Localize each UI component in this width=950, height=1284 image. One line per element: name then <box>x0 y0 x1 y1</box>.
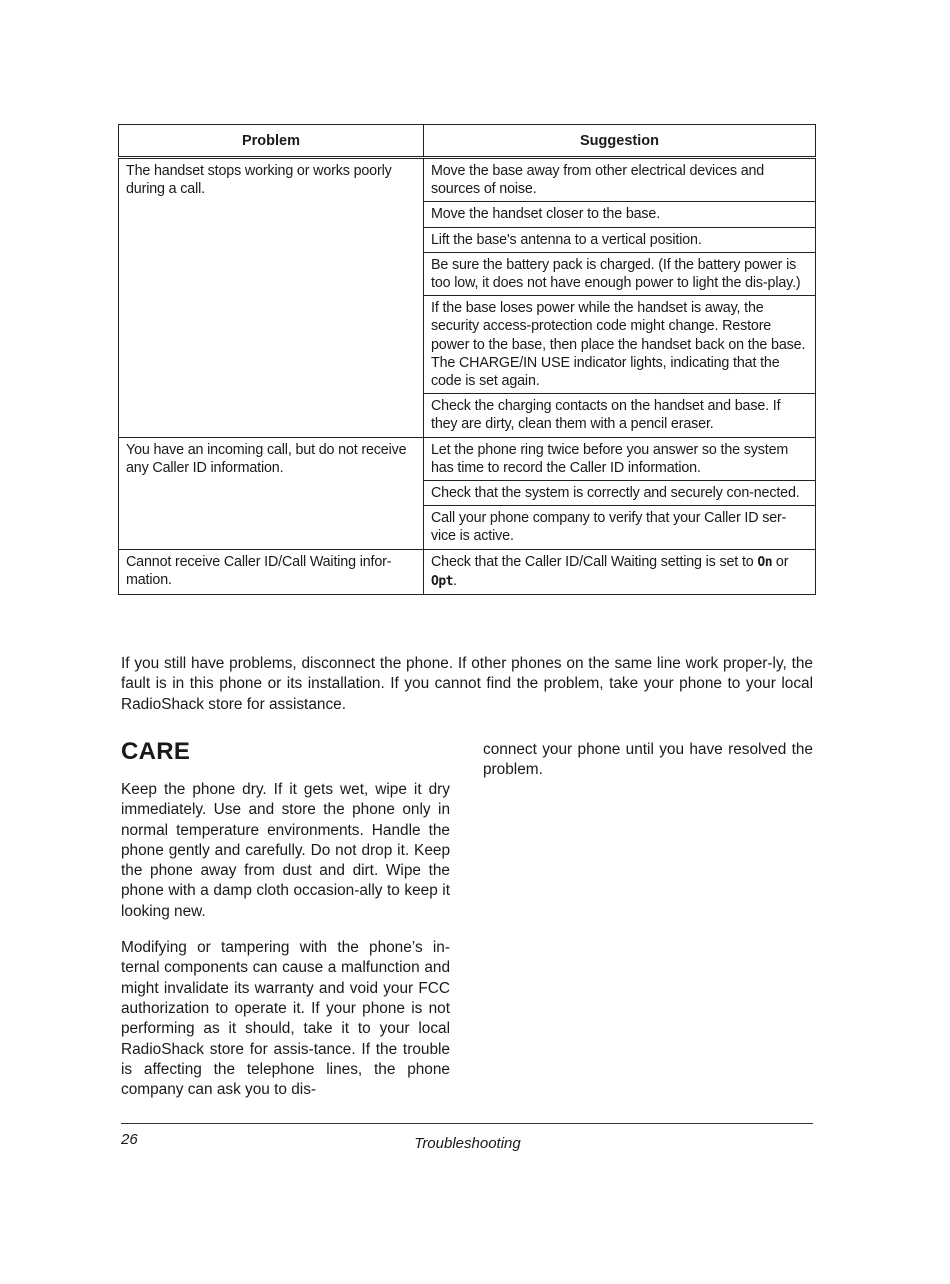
right-column <box>483 740 813 797</box>
care-paragraph-2: Modifying or tampering with the phone’s in-ternal components can cause a malfunction and might invalidate its warranty and void your FCC authorization to operate it. If your phone is not performing as it should, take it to your local RadioShack store for assis-tance. If the trouble is affecting the telephone lines, the phone company can ask you to dis- <box>121 939 450 1099</box>
suggestion-cell: Let the phone ring twice before you answer so the system has time to record the Caller ID information. <box>424 437 816 480</box>
suggestion-cell: Check the charging contacts on the handset and base. If they are dirty, clean them with a pencil eraser. <box>424 394 816 437</box>
table-row <box>119 437 816 480</box>
or-text: or <box>775 553 789 570</box>
page-number: 26 <box>121 1131 138 1148</box>
suggestion-text: Check that the Caller ID/Call Waiting setting is set to <box>431 553 754 570</box>
suggestion-cell: Check that the system is correctly and securely con-nected. <box>424 481 816 506</box>
suggestion-cell: Be sure the battery pack is charged. (If the battery power is too low, it does not have enough power to light the dis-play.) <box>424 252 816 295</box>
suggestion-end: . <box>452 572 457 589</box>
header-suggestion: Suggestion <box>424 125 816 158</box>
suggestion-cell: Move the handset closer to the base. <box>424 202 816 227</box>
problem-cell: The handset stops working or works poorly during a call. <box>119 158 424 438</box>
care-heading: CARE <box>121 738 191 765</box>
footer-rule <box>121 1123 813 1124</box>
suggestion-cell <box>424 549 816 594</box>
header-problem: Problem <box>119 125 424 158</box>
setting-opt-label: Opt <box>431 573 453 589</box>
problem-cell: Cannot receive Caller ID/Call Waiting infor-mation. <box>119 549 424 594</box>
problem-cell: You have an incoming call, but do not receive any Caller ID information. <box>119 437 424 549</box>
setting-on-label: On <box>757 554 773 570</box>
intro-paragraph: If you still have problems, disconnect the phone. If other phones on the same line work proper-ly, the fault is in this phone or its installation. If you cannot find the problem, take your phone to your local RadioShack store for assistance. <box>121 655 813 713</box>
troubleshooting-table <box>118 124 816 595</box>
table-row <box>119 549 816 594</box>
suggestion-cell: Move the base away from other electrical devices and sources of noise. <box>424 158 816 202</box>
footer-section-title: Troubleshooting <box>414 1135 521 1152</box>
suggestion-cell: Call your phone company to verify that your Caller ID ser-vice is active. <box>424 506 816 549</box>
table-row <box>119 158 816 202</box>
left-column <box>121 738 450 1116</box>
care-paragraph-2-continued: connect your phone until you have resolved the problem. <box>483 741 813 779</box>
care-paragraph-1: Keep the phone dry. If it gets wet, wipe it dry immediately. Use and store the phone only in normal temperature environments. Handle the phone gently and carefully. Do not drop it. Keep the phone away from dust and dirt. Wipe the phone with a damp cloth occasion-ally to keep it looking new. <box>121 781 450 920</box>
suggestion-cell: Lift the base's antenna to a vertical position. <box>424 227 816 252</box>
suggestion-cell: If the base loses power while the handset is away, the security access-protection code might change. Restore power to the base, then place the handset back on the base. The CHARGE/IN USE indicator lights, indicating that the code is set again. <box>424 296 816 394</box>
table-header-row <box>119 125 816 158</box>
